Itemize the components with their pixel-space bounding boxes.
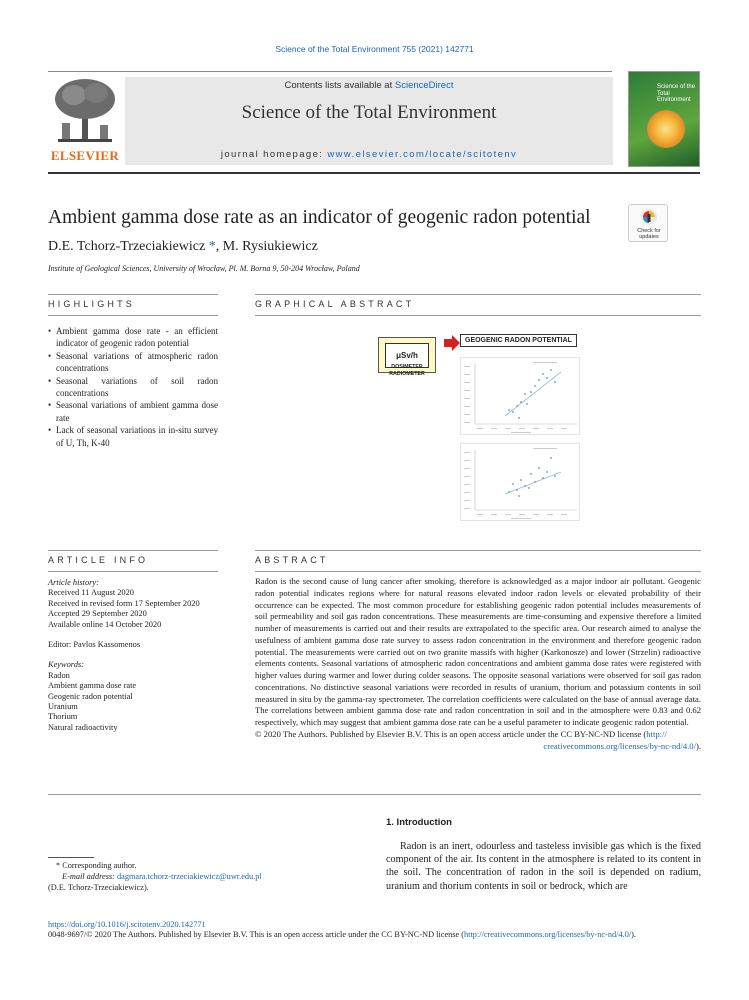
article-info-heading: ARTICLE INFO <box>48 555 149 565</box>
dosimeter-label <box>374 364 440 378</box>
footnote-mark: * <box>56 861 61 870</box>
introduction-text <box>386 840 701 893</box>
crossmark-label <box>629 228 669 240</box>
accepted-date: Accepted 29 September 2020 <box>48 609 147 619</box>
license-link[interactable]: http:// <box>646 728 667 739</box>
journal-cover-thumbnail[interactable] <box>628 71 700 167</box>
cover-flower-image <box>647 110 685 148</box>
corresponding-author-mark[interactable]: * <box>208 239 216 254</box>
section-rule <box>48 571 218 572</box>
check-for-updates-button[interactable] <box>628 204 668 242</box>
dosimeter-label-line1: DOSIMETER <box>391 364 423 370</box>
abstract-body <box>255 576 701 752</box>
contents-prefix: Contents lists available at <box>284 80 395 91</box>
cover-title <box>657 84 699 104</box>
section-rule <box>255 294 701 295</box>
keyword: Geogenic radon potential <box>48 691 133 701</box>
keyword: Uranium <box>48 702 78 712</box>
crossmark-label-line1: Check for <box>637 228 661 234</box>
highlight-item: • Lack of seasonal variations in in-situ survey of U, Th, K-40 <box>48 424 218 449</box>
highlight-item: • Seasonal variations of ambient gamma dose rate <box>48 399 218 424</box>
red-arrow-icon <box>444 335 460 351</box>
received-date: Received 11 August 2020 <box>48 588 134 598</box>
section-rule <box>48 794 701 795</box>
abstract-text: Radon is the second cause of lung cancer after smoking, therefore is acknowledged as a major indoor air pollutant. Geogenic radon potential indicates regions where for natural reasons elevated indoor radon levels or elevated probability of their occurrence can be expected. The most common procedure for establishing geogenic radon potential includes measurements of soil permeability and soil gas radon concentrations. These measurements are time-consuming and expensive therefore a limited number of measurements is carried out and their results are extrapolated to the specific area. Our research aimed to analyse the usefulness of ambient gamma dose rate survey to assess radon concentration in the environment and therefore geogenic radon potential. The measurements were carried out on two granite massifs with higher (Karkonosze) and lower (Strzelin) radioactive elements contents. Seasonal variations of atmospheric radon concentrations and ambient gamma dose rates were registered with higher values during warmer and lower during colder seasons. The opposite seasonal variations were observed for soil gas radon concentrations. No distinctive seasonal variations were recorded in results of uranium, thorium and potassium contents in soil measured in situ by the gamma-ray spectrometer. The correlation coefficients were calculated on the base of annual average data. The correlations between ambient gamma dose rate and radon concentration in soil and in the atmosphere were 0.83 and 0.62 respectively, which may suggest that ambient gamma dose rate can be a useful parameter to indicate geogenic radon potential. <box>255 576 701 727</box>
keywords-label: Keywords: <box>48 660 84 670</box>
paper-title: Ambient gamma dose rate as an indicator of geogenic radon potential <box>48 207 591 228</box>
introduction-paragraph: Radon is an inert, odourless and tasteless invisible gas which is the fixed component of the air. Its content in the atmosphere is related to its content in the soil. The concentration of radon in the soil is depended on radium, uranium and thorium contents in soil or bedrock, which are <box>386 841 701 892</box>
author-list <box>48 239 318 255</box>
graphical-abstract-heading: GRAPHICAL ABSTRACT <box>255 299 415 309</box>
keyword: Ambient gamma dose rate <box>48 681 137 691</box>
homepage-prefix: journal homepage: <box>220 149 328 160</box>
cover-title-line1: Science of the <box>657 84 696 90</box>
homepage-link[interactable]: www.elsevier.com/locate/scitotenv <box>327 149 518 160</box>
section-rule <box>48 294 218 295</box>
abstract-license: © 2020 The Authors. Published by Elsevier B.V. This is an open access article under the CC BY-NC-ND license ( <box>255 728 647 739</box>
header-rule-bottom <box>48 172 700 174</box>
footnote-label: Corresponding author. <box>62 861 137 870</box>
keyword: Natural radioactivity <box>48 722 118 732</box>
author-separator: , <box>215 239 223 254</box>
copyright-suffix: ). <box>631 930 637 939</box>
soil-radon-scatter-plot <box>460 357 580 435</box>
crossmark-icon <box>640 208 658 226</box>
author-email-link[interactable]: dagmara.tchorz-trzeciakiewicz@uwr.edu.pl <box>117 871 262 881</box>
cover-title-line2: Total Environment <box>657 90 691 104</box>
footnote-rule <box>48 857 94 858</box>
highlights-heading: HIGHLIGHTS <box>48 299 136 309</box>
atmospheric-radon-scatter-plot <box>460 443 580 521</box>
dosimeter-display: μSv/h <box>385 343 429 368</box>
highlight-item: • Seasonal variations of soil radon concentrations <box>48 375 218 400</box>
email-label: E-mail address: <box>62 871 117 881</box>
sciencedirect-link[interactable]: ScienceDirect <box>394 80 454 91</box>
highlights-list <box>48 325 218 449</box>
dosimeter-label-line2: RADIOMETER <box>389 371 425 377</box>
abstract-heading: ABSTRACT <box>255 555 329 565</box>
journal-title: Science of the Total Environment <box>241 102 497 123</box>
license-close: ). <box>695 740 701 751</box>
author-name: D.E. Tchorz-Trzeciakiewicz <box>48 239 206 254</box>
section-rule <box>255 550 701 551</box>
author-name: M. Rysiukiewicz <box>222 239 318 254</box>
journal-reference[interactable]: Science of the Total Environment 755 (2021) 142771 <box>275 44 474 54</box>
header-rule <box>48 71 612 72</box>
geogenic-radon-potential-label: GEOGENIC RADON POTENTIAL <box>460 334 577 347</box>
email-owner: (D.E. Tchorz-Trzeciakiewicz). <box>48 882 149 892</box>
graphical-abstract-figure[interactable] <box>374 327 590 527</box>
section-rule <box>48 550 218 551</box>
corresponding-author-footnote <box>48 861 298 893</box>
editor: Editor: Pavlos Kassomenos <box>48 640 141 650</box>
copyright-line <box>48 930 708 939</box>
affiliation: Institute of Geological Sciences, University of Wrocław, Pl. M. Borna 9, 50-204 Wrocław, Poland <box>48 264 360 273</box>
license-link-continued[interactable]: creativecommons.org/licenses/by-nc-nd/4.0/ <box>543 740 696 751</box>
section-rule <box>48 315 218 316</box>
footer-license-link[interactable]: http://creativecommons.org/licenses/by-nc-nd/4.0/ <box>464 930 632 939</box>
keyword: Radon <box>48 670 70 680</box>
copyright-text: 0048-9697/© 2020 The Authors. Published by Elsevier B.V. This is an open access article under the CC BY-NC-ND license ( <box>48 930 465 939</box>
section-rule <box>255 315 701 316</box>
history-label: Article history: <box>48 578 99 587</box>
journal-homepage <box>125 149 613 160</box>
section-rule <box>255 571 701 572</box>
article-info <box>48 578 220 733</box>
doi-link[interactable]: https://doi.org/10.1016/j.scitotenv.2020.142771 <box>48 920 206 929</box>
online-date: Available online 14 October 2020 <box>48 619 162 629</box>
crossmark-label-line2: updates <box>639 234 659 241</box>
elsevier-wordmark: ELSEVIER <box>50 148 120 163</box>
introduction-heading: 1. Introduction <box>386 817 452 828</box>
highlight-item: • Seasonal variations of atmospheric radon concentrations <box>48 350 218 375</box>
keyword: Thorium <box>48 712 78 722</box>
revised-date: Received in revised form 17 September 2020 <box>48 598 200 608</box>
highlight-item: • Ambient gamma dose rate - an efficient indicator of geogenic radon potential <box>48 325 218 350</box>
contents-line <box>125 80 613 91</box>
